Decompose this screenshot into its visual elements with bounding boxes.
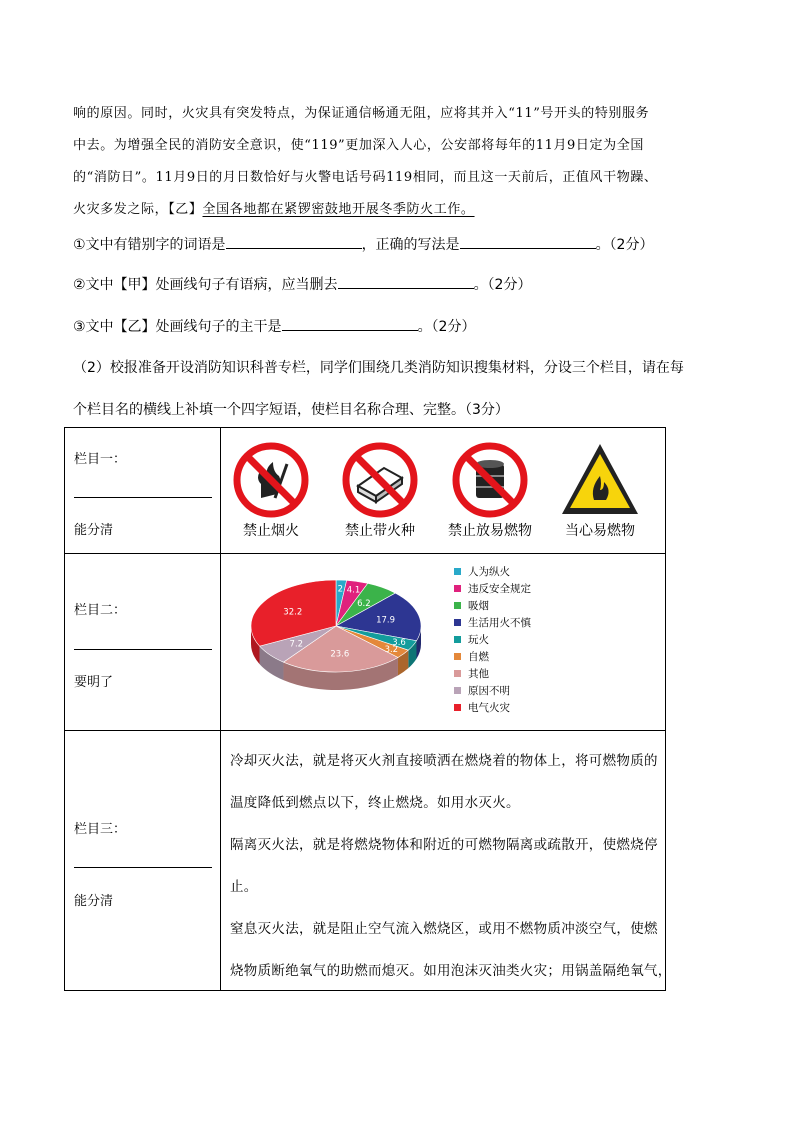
legend-label: 人为纵火: [468, 566, 510, 578]
method-cooling-line-2: 温度降低到燃点以下，终止燃烧。如用水灭火。: [230, 795, 520, 811]
sign-caption-2: 禁止带火种: [345, 523, 415, 539]
table-row-3: [65, 731, 666, 991]
legend-label: 玩火: [468, 634, 489, 646]
legend-swatch: [454, 619, 461, 626]
method-isolation-line-1: 隔离灭火法，就是将燃烧物体和附近的可燃物隔离或疏散开，使燃烧停: [230, 837, 658, 853]
no-flammables-icon: [450, 440, 530, 520]
pie-data-label: 3.6: [392, 638, 406, 649]
question-1-text-b: ，正确的写法是: [361, 237, 460, 253]
question-3-text-a: ③文中【乙】处画线句子的主干是: [73, 319, 282, 335]
no-fire-icon: [231, 440, 311, 520]
pie-data-label: 7.2: [289, 639, 304, 650]
legend-swatch: [454, 568, 461, 575]
row1-label-cell: [65, 428, 221, 554]
row3-label-cell: [65, 731, 221, 991]
sign-caption-4: 当心易燃物: [565, 523, 635, 539]
row1-answer-line[interactable]: [74, 497, 212, 498]
question-2-text-b: 。（2分）: [473, 277, 532, 293]
pie-data-label: 4.1: [346, 585, 361, 596]
legend-item: [454, 632, 489, 647]
legend-label: 吸烟: [468, 600, 489, 612]
legend-item: [454, 598, 489, 613]
signs-cell: [221, 428, 666, 554]
legend-swatch: [454, 704, 461, 711]
passage-line-4-prefix: 火灾多发之际，【乙】: [73, 202, 203, 217]
legend-item: [454, 581, 531, 596]
legend-item: [454, 700, 510, 715]
question-2-text-a: ②文中【甲】处画线句子有语病，应当删去: [73, 277, 338, 293]
question-3-text-b: 。（2分）: [417, 319, 476, 335]
pie-data-label: 2: [337, 584, 344, 595]
no-matches-icon: [340, 440, 420, 520]
passage-line-1: 响的原因。同时，火灾具有突发特点，为保证通信畅通无阻，应将其并入“11”号开头的特别服务: [73, 106, 650, 121]
sign-caption-1: 禁止烟火: [243, 523, 299, 539]
legend-swatch: [454, 670, 461, 677]
chart-cell: [221, 554, 666, 731]
passage-line-2: 中去。为增强全民的消防安全意识，使“119”更加深入人心，公安部将每年的11月9日定为全国: [73, 138, 644, 153]
fire-cause-pie-chart: [241, 564, 441, 724]
answer-blank-1a[interactable]: [226, 234, 362, 249]
part2-instruction-line-1: （2）校报准备开设消防知识科普专栏，同学们围绕几类消防知识搜集材料，分设三个栏目，请在每: [73, 360, 684, 376]
question-2: [73, 274, 531, 294]
answer-blank-2[interactable]: [338, 274, 474, 289]
row3-label: 栏目三：: [74, 822, 127, 837]
pie-data-label: 32.2: [283, 607, 303, 618]
row2-suffix: 要明了: [74, 675, 114, 690]
legend-swatch: [454, 636, 461, 643]
sign-caption-3: 禁止放易燃物: [448, 523, 532, 539]
methods-cell: [221, 731, 672, 991]
row2-label-cell: [65, 554, 221, 731]
legend-label: 违反安全规定: [468, 583, 531, 595]
table-row-1: [65, 428, 666, 554]
table-row-2: [65, 554, 666, 731]
answer-blank-3[interactable]: [282, 316, 418, 331]
method-suffocation-line-1: 窒息灭火法，就是阻止空气流入燃烧区，或用不燃物质冲淡空气，使燃: [230, 921, 658, 937]
legend-item: [454, 649, 489, 664]
question-3: [73, 316, 475, 336]
legend-label: 自燃: [468, 651, 489, 663]
legend-label: 生活用火不慎: [468, 617, 531, 629]
row3-suffix: 能分清: [74, 894, 114, 909]
passage-line-4: [73, 198, 475, 217]
legend-item: [454, 666, 489, 681]
row1-label: 栏目一：: [74, 452, 127, 467]
pie-data-label: 6.2: [357, 598, 371, 609]
flammable-warning-icon: [560, 440, 640, 520]
pie-data-label: 17.9: [376, 615, 396, 626]
passage-line-3: 的“消防日”。11月9日的月日数恰好与火警电话号码119相同，而且这一天前后，正值风干物躁、: [73, 170, 658, 185]
legend-item: [454, 615, 531, 630]
answer-blank-1b[interactable]: [460, 234, 596, 249]
pie-data-label: 3.2: [384, 644, 399, 655]
method-suffocation-line-2: 烧物质断绝氧气的助燃而熄灭。如用泡沫灭油类火灾；用锅盖隔绝氧气，: [230, 963, 672, 979]
question-1: [73, 234, 653, 254]
legend-label: 原因不明: [468, 685, 510, 697]
legend-swatch: [454, 687, 461, 694]
question-1-text-a: ①文中有错别字的词语是: [73, 237, 226, 253]
row2-label: 栏目二：: [74, 603, 127, 618]
underlined-sentence-yi: 全国各地都在紧锣密鼓地开展冬季防火工作。: [202, 202, 475, 217]
row1-suffix: 能分清: [74, 523, 114, 538]
row2-answer-line[interactable]: [74, 649, 212, 650]
legend-item: [454, 564, 510, 579]
question-1-text-c: 。（2分）: [595, 237, 654, 253]
pie-data-label: 23.6: [330, 649, 350, 660]
method-cooling-line-1: 冷却灭火法，就是将灭火剂直接喷洒在燃烧着的物体上，将可燃物质的: [230, 753, 658, 769]
legend-swatch: [454, 602, 461, 609]
legend-swatch: [454, 585, 461, 592]
method-isolation-line-2: 止。: [230, 879, 258, 895]
row3-answer-line[interactable]: [74, 867, 212, 868]
legend-label: 其他: [468, 668, 489, 680]
part2-instruction-line-2: 个栏目名的横线上补填一个四字短语，使栏目名称合理、完整。（3分）: [73, 402, 509, 418]
legend-item: [454, 683, 510, 698]
column-table: [64, 427, 672, 991]
legend-swatch: [454, 653, 461, 660]
legend-label: 电气火灾: [468, 702, 510, 714]
